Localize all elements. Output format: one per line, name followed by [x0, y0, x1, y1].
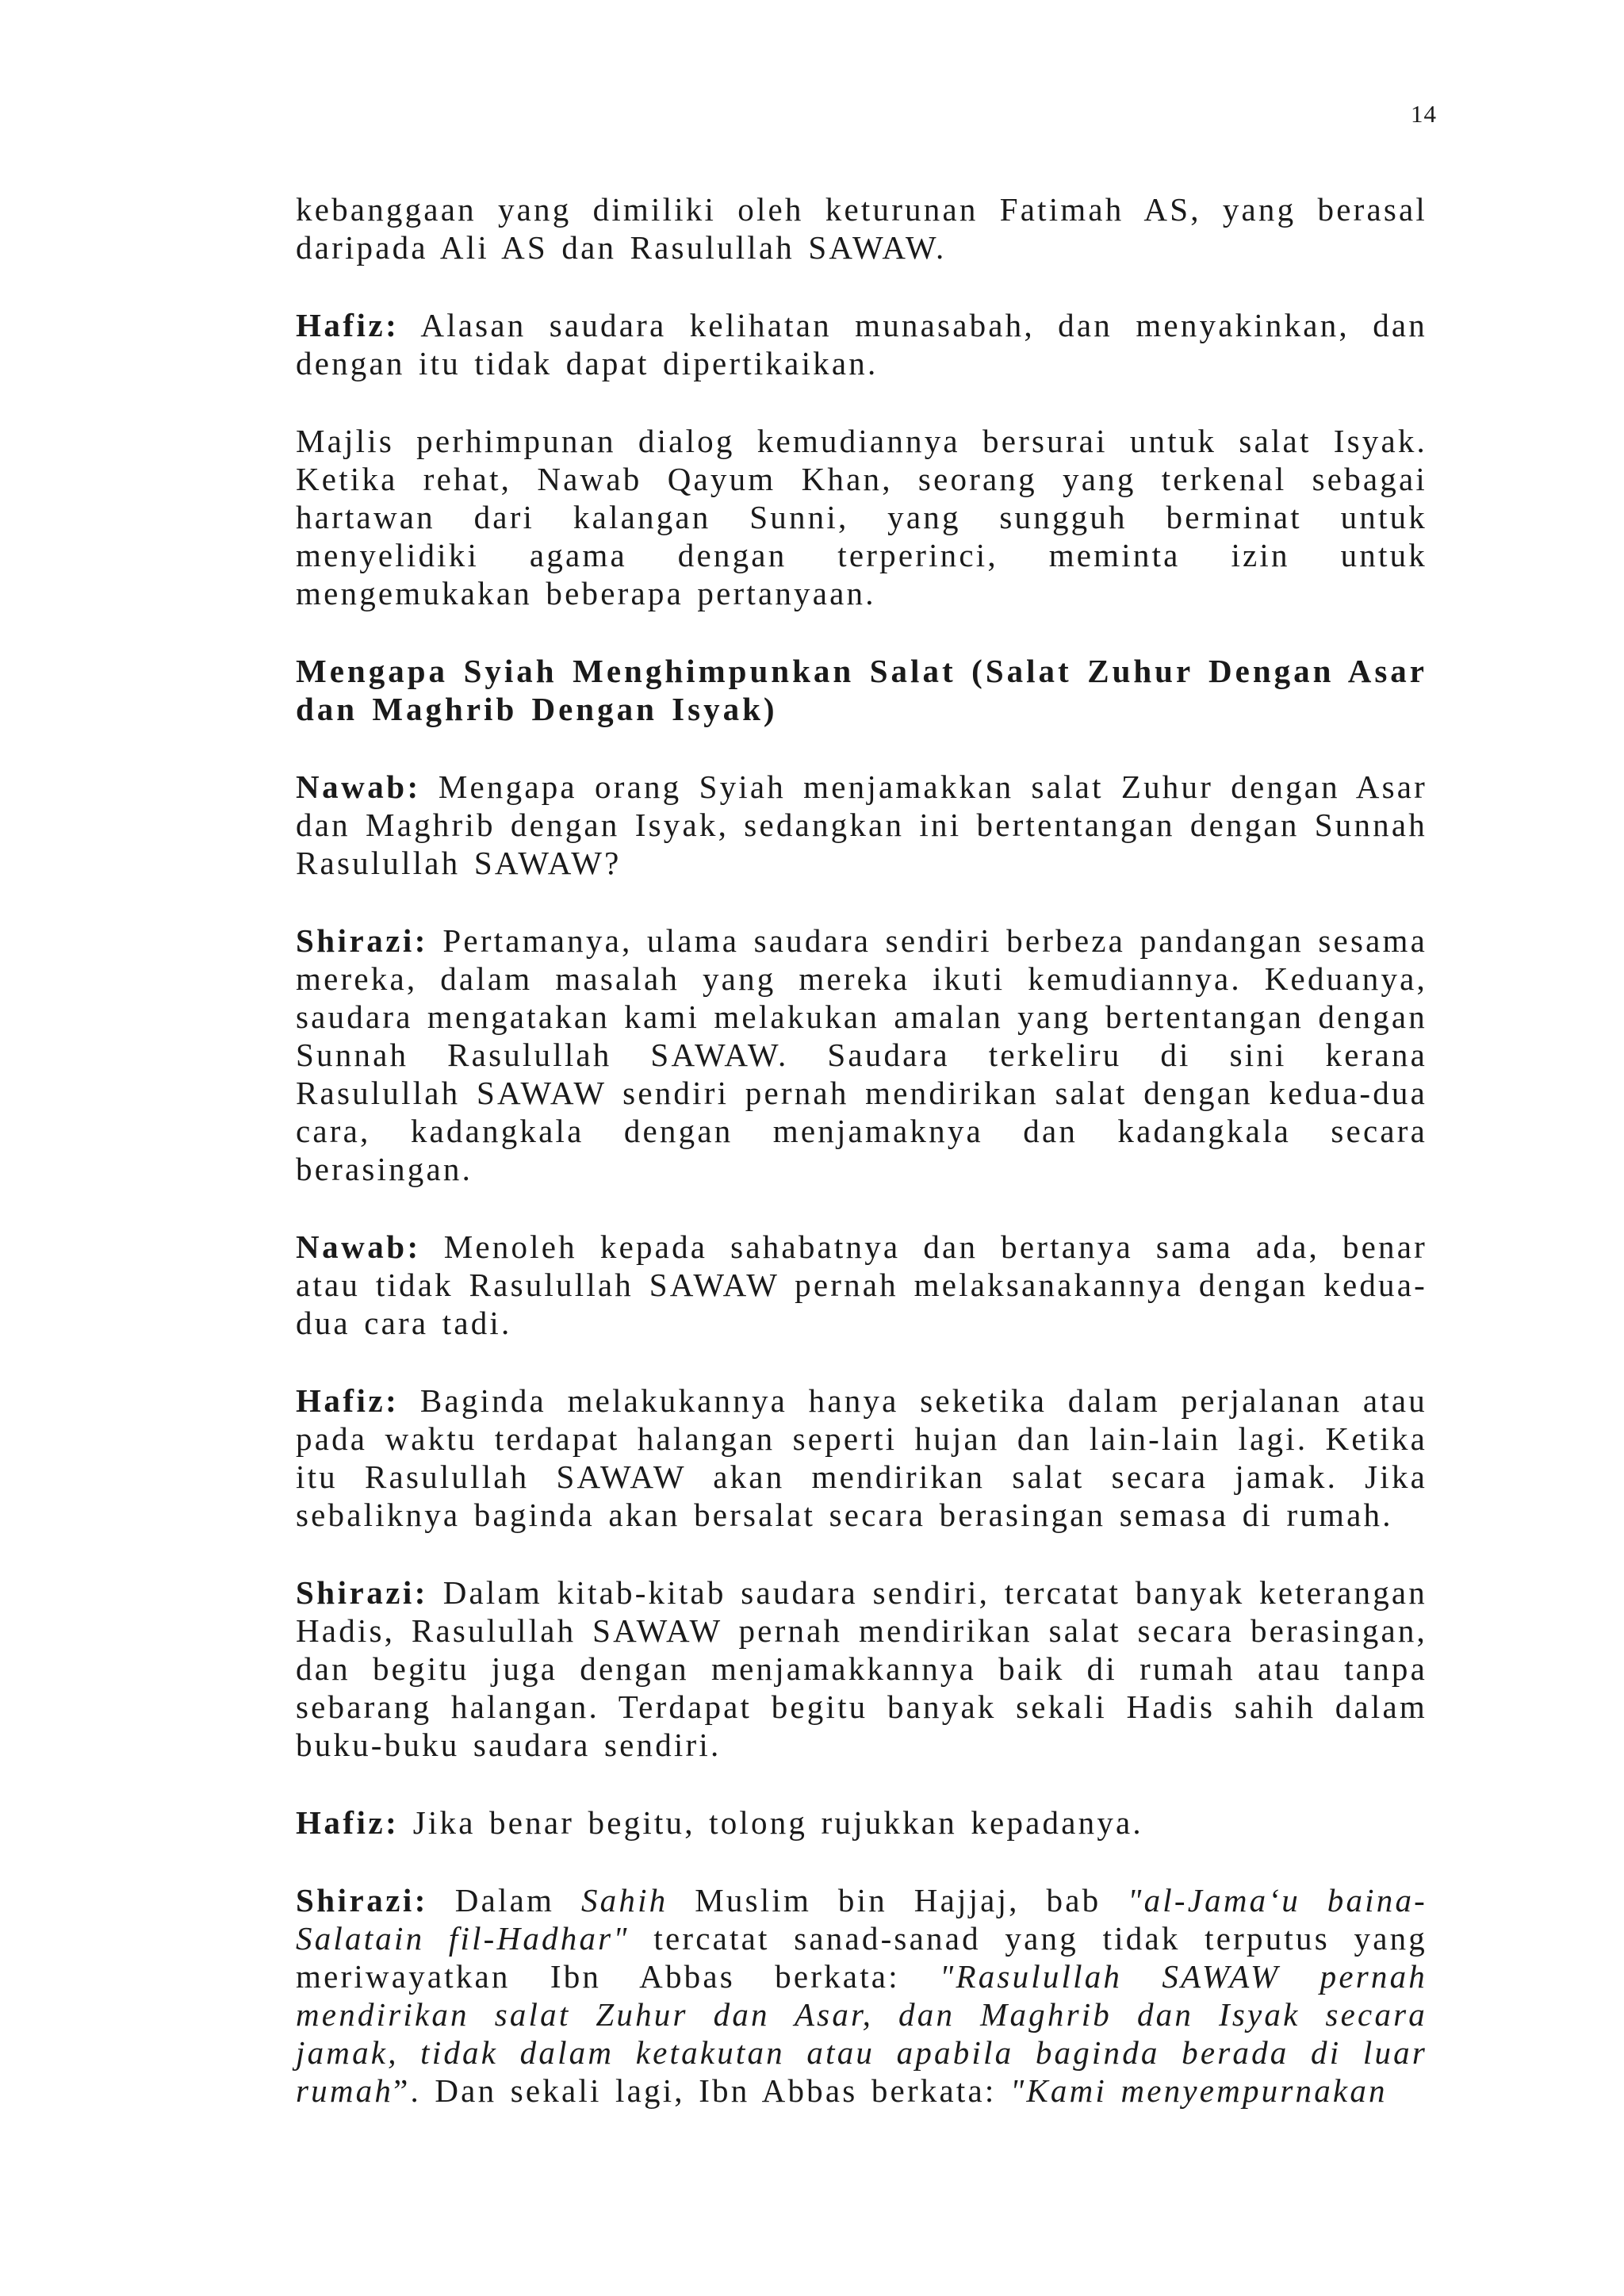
hadith-quote-italic: "Rasulullah SAWAW pernah mendirikan salat Zuhur dan Asar, dan Maghrib dan Isyak secara jamak, tidak dalam ketakutan atau apabila baginda berada di luar rumah [296, 1958, 1427, 2109]
speaker-label: Shirazi: [296, 1882, 428, 1918]
speaker-label: Hafiz: [296, 1382, 400, 1419]
dialogue-text: Alasan saudara kelihatan munasabah, dan menyakinkan, dan dengan itu tidak dapat dipertikaikan. [296, 307, 1427, 381]
dialogue-text: Dalam kitab-kitab saudara sendiri, tercatat banyak keterangan Hadis, Rasulullah SAWAW pernah mendirikan salat secara berasingan, dan begitu juga dengan menjamakkannya baik di rumah atau tanpa sebarang halangan. Terdapat begitu banyak sekali Hadis sahih dalam buku-buku saudara sendiri. [296, 1574, 1427, 1763]
dialogue-shirazi-1 [296, 922, 1427, 1188]
hadith-quote-italic: "Kami menyempurnakan [1009, 2072, 1388, 2109]
page-number: 14 [1411, 100, 1437, 128]
speaker-label: Shirazi: [296, 922, 428, 959]
speaker-label: Nawab: [296, 769, 421, 805]
paragraph-text: Majlis perhimpunan dialog kemudiannya bersurai untuk salat Isyak. Ketika rehat, Nawab Qayum Khan, seorang yang terkenal sebagai hartawan dari kalangan Sunni, yang sungguh berminat untuk menyelidiki agama dengan terperinci, meminta izin untuk mengemukakan beberapa pertanyaan. [296, 423, 1427, 611]
dialogue-nawab-2 [296, 1228, 1427, 1342]
dialogue-hafiz-2 [296, 1382, 1427, 1534]
paragraph-text: kebanggaan yang dimiliki oleh keturunan Fatimah AS, yang berasal daripada Ali AS dan Rasulullah SAWAW. [296, 191, 1427, 266]
dialogue-text: Pertamanya, ulama saudara sendiri berbeza pandangan sesama mereka, dalam masalah yang mereka ikuti kemudiannya. Keduanya, saudara mengatakan kami melakukan amalan yang bertentangan dengan Sunnah Rasulullah SAWAW. Saudara terkeliru di sini kerana Rasulullah SAWAW sendiri pernah mendirikan salat dengan kedua-dua cara, kadangkala dengan menjamaknya dan kadangkala secara berasingan. [296, 922, 1427, 1187]
speaker-label: Hafiz: [296, 1804, 400, 1841]
speaker-label: Hafiz: [296, 307, 400, 343]
speaker-label: Nawab: [296, 1228, 421, 1265]
dialogue-text: Menoleh kepada sahabatnya dan bertanya sama ada, benar atau tidak Rasulullah SAWAW pernah melaksanakannya dengan kedua-dua cara tadi. [296, 1228, 1427, 1341]
dialogue-text: Jika benar begitu, tolong rujukkan kepadanya. [399, 1804, 1143, 1841]
dialogue-shirazi-3 [296, 1881, 1427, 2110]
dialogue-text: Muslim bin Hajjaj, bab [668, 1882, 1128, 1918]
speaker-label: Shirazi: [296, 1574, 428, 1611]
dialogue-hafiz-3 [296, 1803, 1427, 1842]
document-body [296, 190, 1427, 2149]
dialogue-nawab-1 [296, 768, 1427, 882]
dialogue-text: Mengapa orang Syiah menjamakkan salat Zuhur dengan Asar dan Maghrib dengan Isyak, sedangkan ini bertentangan dengan Sunnah Rasulullah SAWAW? [296, 769, 1427, 881]
dialogue-shirazi-2 [296, 1573, 1427, 1764]
section-heading: Mengapa Syiah Menghimpunkan Salat (Salat Zuhur Dengan Asar dan Maghrib Dengan Isyak) [296, 653, 1427, 727]
dialogue-text: tercatat sanad-sanad yang tidak terputus yang meriwayatkan Ibn Abbas berkata: [296, 1920, 1428, 1995]
chapter-title-italic: "al-Jama‘u baina-Salatain fil-Hadhar" [296, 1882, 1428, 1957]
paragraph-intro [296, 190, 1427, 266]
paragraph-narration [296, 422, 1427, 612]
dialogue-hafiz-1 [296, 306, 1427, 382]
dialogue-text: ”. Dan sekali lagi, Ibn Abbas berkata: [393, 2072, 1010, 2109]
book-title-italic: Sahih [580, 1882, 668, 1918]
dialogue-text: Dalam [427, 1882, 581, 1918]
dialogue-text: Baginda melakukannya hanya seketika dalam perjalanan atau pada waktu terdapat halangan seperti hujan dan lain-lain lagi. Ketika itu Rasulullah SAWAW akan mendirikan salat secara jamak. Jika sebaliknya baginda akan bersalat secara berasingan semasa di rumah. [296, 1382, 1427, 1533]
